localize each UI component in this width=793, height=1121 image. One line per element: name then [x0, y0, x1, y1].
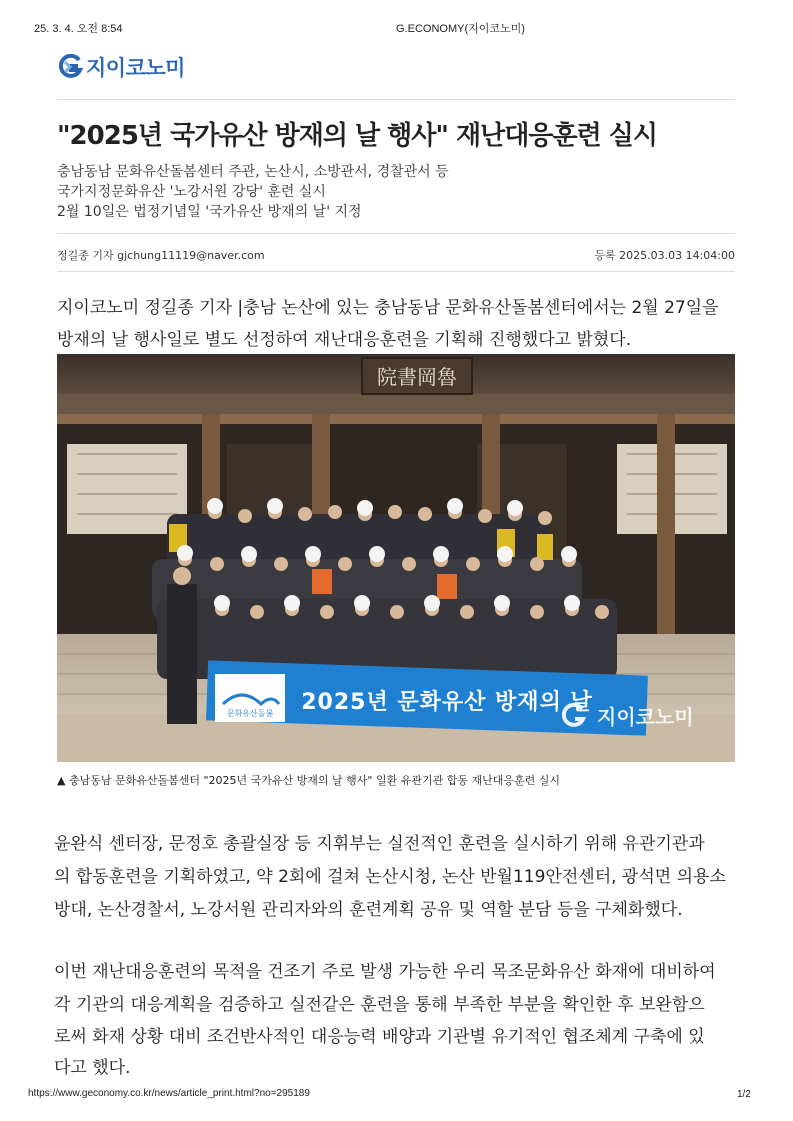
- article-subhead: 2월 10일은 법정기념일 '국가유산 방재의 날' 지정: [57, 204, 362, 220]
- article-lead-line: 지이코노미 정길종 기자 |충남 논산에 있는 충남동남 문화유산돌봄센터에서는 2월 27일을: [57, 298, 719, 318]
- paragraph-line: 다고 했다.: [54, 1058, 131, 1078]
- header-divider: [57, 99, 735, 100]
- banner-main-text: 2025년 문화유산 방재의 날: [301, 690, 593, 715]
- paragraph-line: 윤완식 센터장, 문정호 총괄실장 등 지휘부는 실전적인 훈련을 실시하기 위해 유관기관과: [54, 834, 705, 854]
- article-byline: 정길종 기자 gjchung11119@naver.com: [57, 249, 265, 262]
- article-subhead: 국가지정문화유산 '노강서원 강당' 훈련 실시: [57, 184, 326, 200]
- article-headline: "2025년 국가유산 방재의 날 행사" 재난대응훈련 실시: [57, 121, 657, 151]
- page-number: 1/2: [737, 1089, 751, 1100]
- paragraph-line: 로써 화재 상황 대비 조건반사적인 대응능력 배양과 기관별 유기적인 협조체계 구축에 있: [54, 1027, 705, 1047]
- print-footer-url[interactable]: https://www.geconomy.co.kr/news/article_print.html?no=295189: [28, 1088, 310, 1099]
- site-logo[interactable]: [57, 52, 185, 82]
- logo-text: 지이코노미: [86, 56, 185, 80]
- banner-logo-text: 문화유산돌봄: [226, 709, 274, 718]
- hanging-board-text: 院書岡魯: [377, 365, 457, 389]
- subhead-divider: [57, 233, 735, 234]
- svg-text:지이코노미: 지이코노미: [597, 705, 694, 729]
- paragraph-line: 방대, 논산경찰서, 노강서원 관리자와의 훈련계획 공유 및 역할 분담 등을 구체화했다.: [54, 900, 683, 920]
- article-subhead: 충남동남 문화유산돌봄센터 주관, 논산시, 소방관서, 경찰관서 등: [57, 164, 449, 180]
- g-logo-icon: [57, 54, 83, 80]
- article-photo: [57, 354, 735, 762]
- article-lead-line: 방재의 날 행사일로 별도 선정하여 재난대응훈련을 기획해 진행했다고 밝혔다.: [57, 330, 632, 350]
- article-registered-date: 등록 2025.03.03 14:04:00: [594, 249, 735, 262]
- paragraph-line: 각 기관의 대응계획을 검증하고 실전같은 훈련을 통해 부족한 부분을 확인한 후 보완함으: [54, 995, 705, 1015]
- byline-divider: [57, 271, 735, 272]
- paragraph-line: 의 합동훈련을 기획하였고, 약 2회에 걸쳐 논산시청, 논산 반월119안전센터, 광석면 의용소: [54, 867, 726, 887]
- print-site-title: G.ECONOMY(지이코노미): [396, 23, 525, 35]
- photo-caption: ▲ 충남동남 문화유산돌봄센터 "2025년 국가유산 방재의 날 행사" 일환 유관기관 합동 재난대응훈련 실시: [57, 774, 560, 787]
- paragraph-line: 이번 재난대응훈련의 목적을 건조기 주로 발생 가능한 우리 목조문화유산 화재에 대비하여: [54, 962, 716, 982]
- print-datetime: 25. 3. 4. 오전 8:54: [34, 23, 123, 35]
